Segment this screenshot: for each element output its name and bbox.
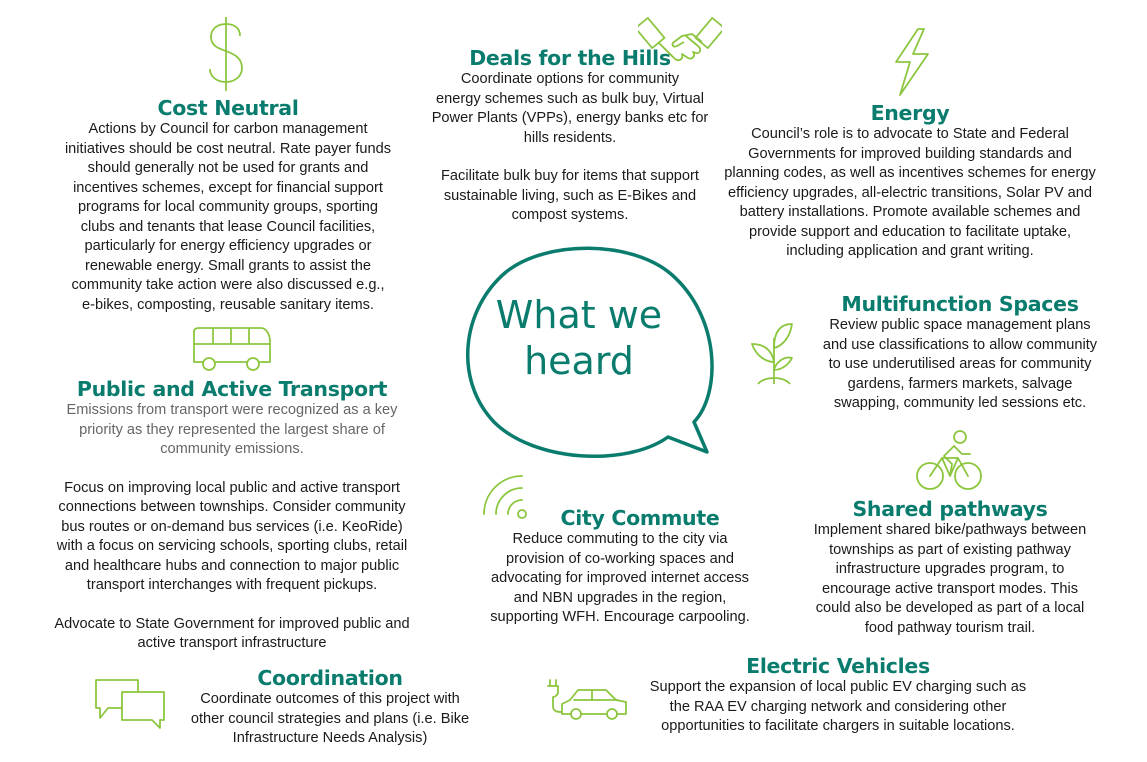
cost-neutral-line: initiatives should be cost neutral. Rate payer funds [64, 140, 392, 157]
coordination-line: other council strategies and plans (i.e. Bike [190, 710, 470, 727]
cost-neutral-line: particularly for energy efficiency upgrades or [84, 238, 372, 254]
deals-line: Facilitate bulk buy for items that support [441, 168, 699, 184]
center-heading-line2: heard [524, 339, 634, 383]
deals-line: compost systems. [511, 207, 629, 223]
bus-icon [191, 326, 273, 374]
dollar-icon [206, 14, 246, 94]
deals-line: sustainable living, such as E-Bikes and [443, 187, 697, 204]
energy-line: including application and grant writing. [786, 243, 1034, 259]
city-commute-title: City Commute [560, 506, 720, 530]
transport-intro-line: community emissions. [160, 441, 304, 457]
transport-title: Public and Active Transport [76, 377, 388, 401]
cost-neutral-line: Actions by Council for carbon management [88, 121, 368, 137]
transport-line: with a focus on servicing schools, sporting clubs, retail [56, 538, 408, 554]
city-commute-section [470, 506, 770, 628]
shared-pathways-section [790, 497, 1110, 638]
ev-line: the RAA EV charging network and considering other [669, 698, 1007, 715]
cost-neutral-section [28, 96, 428, 315]
ev-section [632, 654, 1044, 737]
cost-neutral-line: community take action were also discussed e.g., [71, 277, 385, 293]
center-heading [478, 292, 680, 384]
cost-neutral-line: e-bikes, composting, reusable sanitary items. [81, 296, 374, 313]
deals-line: hills residents. [523, 129, 617, 146]
multifunction-section [800, 292, 1120, 414]
energy-line: battery installations. Promote available schemes and [739, 204, 1081, 220]
multifunction-line: and use classifications to allow community [822, 336, 1098, 353]
cost-neutral-line: programs for local community groups, sporting [77, 199, 379, 215]
energy-title: Energy [870, 101, 950, 125]
city-commute-line: advocating for improved internet access [491, 570, 749, 586]
deals-title: Deals for the Hills [469, 46, 671, 70]
shared-pathways-line: townships as part of existing pathway [829, 541, 1071, 558]
city-commute-line: provision of co-working spaces and [506, 550, 734, 567]
transport-line: active transport infrastructure [137, 635, 327, 651]
transport-section [18, 377, 446, 654]
shared-pathways-line: Implement shared bike/pathways between [813, 522, 1087, 538]
city-commute-line: supporting WFH. Encourage carpooling. [490, 609, 750, 625]
energy-line: Governments for improved building standards and [748, 145, 1072, 162]
coordination-line: Infrastructure Needs Analysis) [232, 730, 428, 746]
deals-line: Power Plants (VPPs), energy banks etc for [431, 110, 709, 126]
ev-line: Support the expansion of local public EV charging such as [649, 679, 1027, 695]
coordination-section [178, 666, 482, 749]
coordination-title: Coordination [257, 666, 403, 690]
transport-line: and healthcare hubs and connection to major public [64, 557, 400, 574]
lightning-icon [890, 26, 934, 98]
shared-pathways-line: infrastructure upgrades program, to [835, 561, 1065, 577]
multifunction-line: swapping, community led sessions etc. [833, 395, 1087, 411]
ev-car-icon [546, 678, 630, 722]
shared-pathways-title: Shared pathways [852, 497, 1048, 521]
multifunction-title: Multifunction Spaces [841, 292, 1079, 316]
shared-pathways-line: food pathway tourism trail. [864, 619, 1036, 636]
deals-section [400, 46, 740, 226]
cost-neutral-title: Cost Neutral [157, 96, 299, 120]
ev-line: opportunities to facilitate chargers in suitable locations. [661, 718, 1015, 734]
transport-intro-line: Emissions from transport were recognized as a key [66, 402, 398, 418]
chat-bubbles-icon [94, 678, 166, 730]
cost-neutral-line: should generally not be used for grants and [87, 160, 369, 176]
transport-line: bus routes or on-demand bus services (i.e. KeoRide) [61, 518, 403, 535]
transport-line: Focus on improving local public and active transport [64, 479, 400, 496]
energy-line: planning codes, as well as incentives schemes for energy [724, 165, 1096, 181]
energy-line: Council’s role is to advocate to State and Federal [751, 126, 1069, 142]
city-commute-line: Reduce commuting to the city via [512, 531, 728, 547]
multifunction-line: gardens, farmers markets, salvage [847, 375, 1073, 392]
city-commute-line: and NBN upgrades in the region, [513, 589, 727, 606]
energy-line: efficiency upgrades, all-electric transitions, Solar PV and [728, 184, 1092, 201]
shared-pathways-line: encourage active transport modes. This [821, 580, 1079, 597]
cost-neutral-line: renewable energy. Small grants to assist the [84, 257, 372, 274]
cost-neutral-line: clubs and tenants that lease Council facilities, [80, 218, 376, 235]
energy-line: provide support and education to facilitate uptake, [748, 223, 1072, 240]
ev-title: Electric Vehicles [746, 654, 930, 678]
transport-line: Advocate to State Government for improved public and [54, 615, 410, 632]
multifunction-line: Review public space management plans [829, 317, 1091, 333]
cyclist-icon [914, 428, 984, 494]
transport-line: connections between townships. Consider community [58, 499, 406, 515]
cost-neutral-line: incentives schemes, except for financial support [73, 179, 383, 196]
coordination-line: Coordinate outcomes of this project with [200, 691, 460, 707]
sprout-icon [748, 318, 800, 388]
deals-line: Coordinate options for community [460, 71, 680, 87]
energy-section [700, 101, 1120, 262]
shared-pathways-line: could also be developed as part of a local [815, 600, 1085, 616]
transport-line: transport interchanges with frequent pickups. [86, 577, 378, 593]
transport-intro-line: priority as they represented the largest share of [79, 421, 385, 438]
multifunction-line: to use underutilised areas for community [828, 356, 1092, 372]
deals-line: energy schemes such as bulk buy, Virtual [436, 90, 704, 107]
center-heading-line1: What we [495, 293, 663, 337]
